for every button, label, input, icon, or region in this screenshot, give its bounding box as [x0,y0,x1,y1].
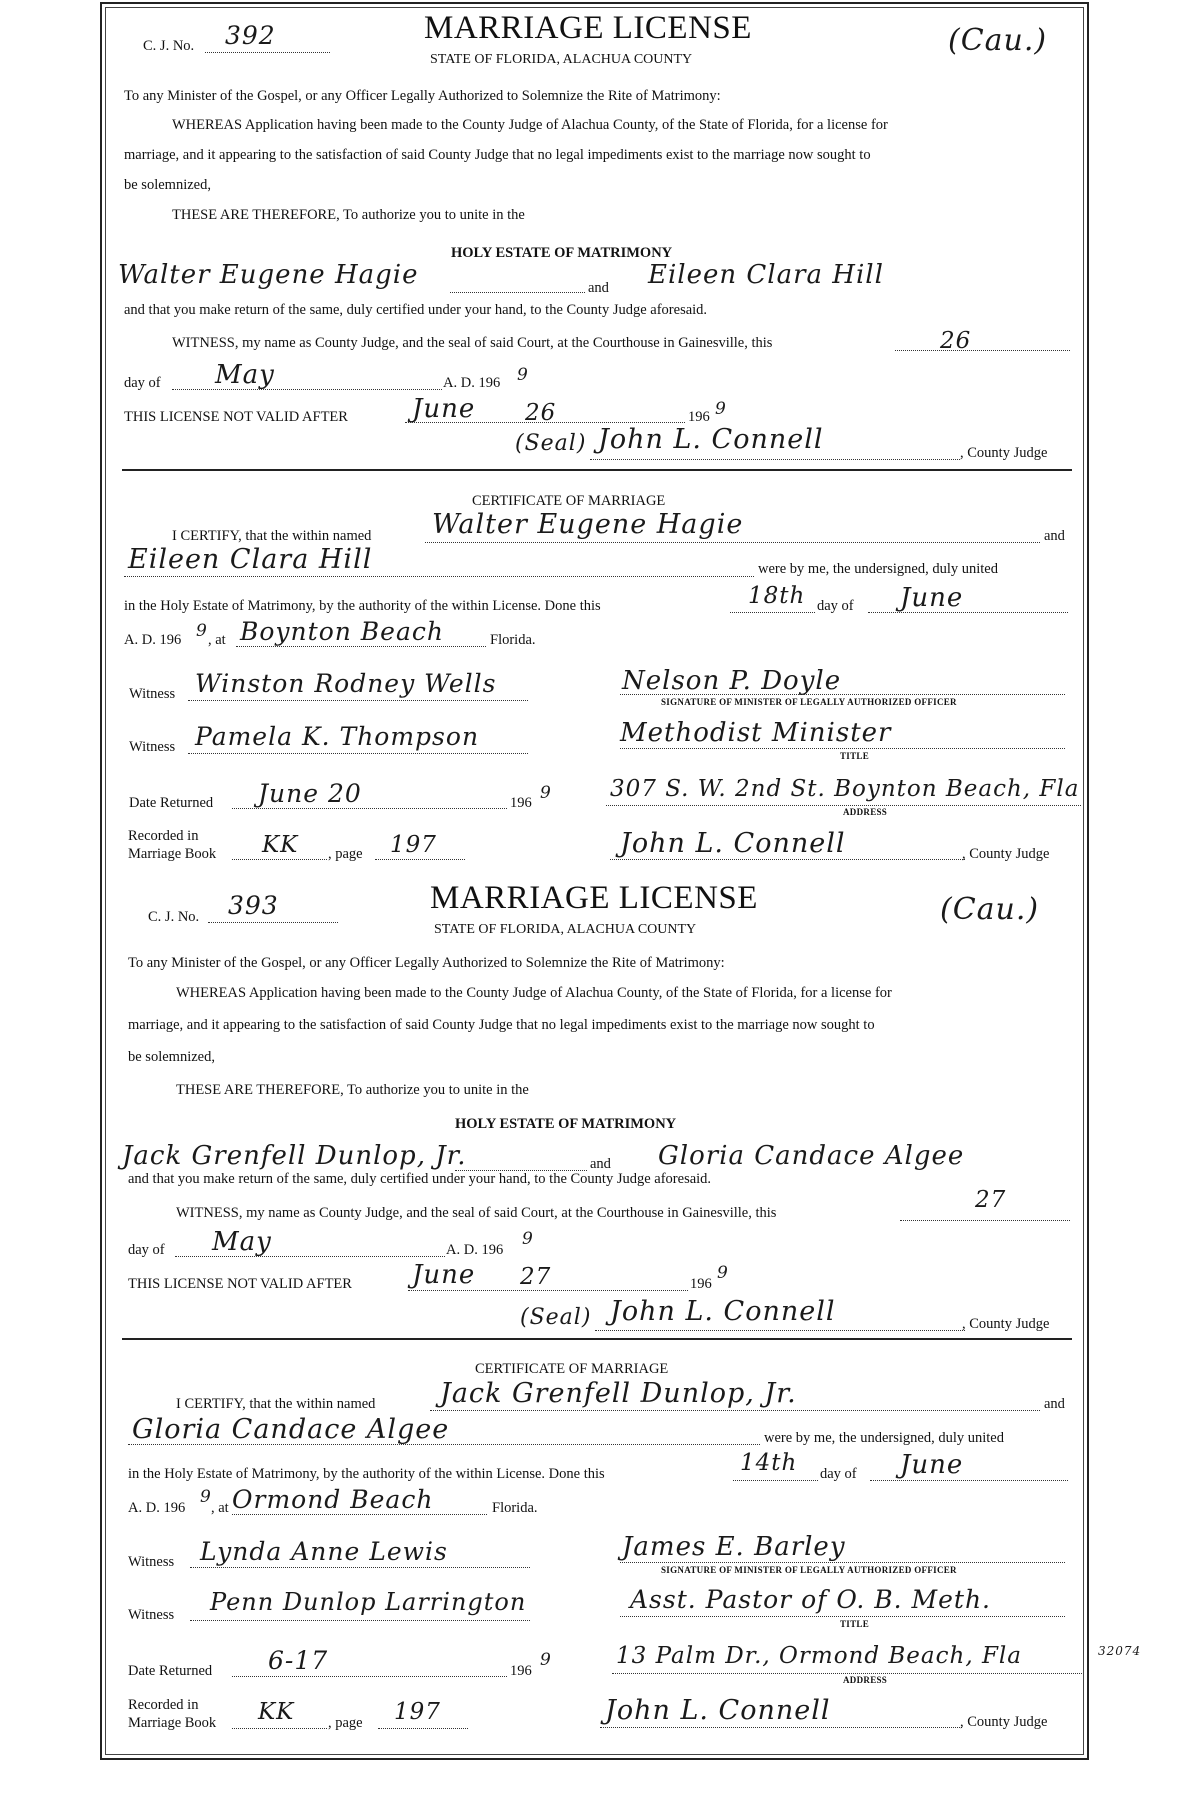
not-valid-year-prefix: 196 [688,409,710,425]
officer-address-line [606,805,1081,806]
therefore-line: THESE ARE THEREFORE, To authorize you to unite in the [176,1082,529,1098]
witness-2-line [188,753,528,754]
judge-signature: John L. Connell [610,1296,836,1327]
not-valid-day: 26 [525,400,557,426]
done-day: 18th [748,583,806,609]
marriage-book: KK [262,832,299,858]
marriage-book: KK [258,1699,295,1725]
license-month: May [215,360,275,390]
judge-signature-line [590,459,960,460]
and-label: and [588,280,609,296]
divider [122,469,1072,471]
cert-bride-name: Gloria Candace Algee [132,1414,450,1445]
holy-estate-heading: HOLY ESTATE OF MATRIMONY [455,1116,677,1132]
officer-title-line [620,1616,1065,1617]
whereas-line-1: WHEREAS Application having been made to the County Judge of Alachua County, of the State of Florida, for a license for [176,985,892,1001]
groom-name: Walter Eugene Hagie [118,260,419,290]
license-title: MARRIAGE LICENSE [430,880,758,916]
not-valid-year-prefix: 196 [690,1276,712,1292]
judge-signature-line [595,1330,965,1331]
page-line [375,859,465,860]
county-judge-label: , County Judge [962,1316,1050,1332]
whereas-line-1: WHEREAS Application having been made to the County Judge of Alachua County, of the State of Florida, for a license for [172,117,888,133]
recorder-signature-line [600,1727,962,1728]
recorder-signature-line [610,859,965,860]
address-line: To any Minister of the Gospel, or any Officer Legally Authorized to Solemnize the Rite of Matrimony: [124,88,721,104]
witness-line: WITNESS, my name as County Judge, and the seal of said Court, at the Courthouse in Gainesville, this [176,1205,777,1221]
officer-address-zip: 32074 [1098,1644,1142,1658]
witness-day-line [895,350,1070,351]
officer-title: Methodist Minister [620,718,892,748]
bride-name: Gloria Candace Algee [658,1141,965,1171]
florida-label: Florida. [492,1500,538,1516]
done-day-line [733,1480,818,1481]
cert-ad-prefix: A. D. 196 [124,632,182,648]
cert-groom-name: Walter Eugene Hagie [432,509,744,540]
witness-2-name: Pamela K. Thompson [195,722,480,751]
witness-1-name: Lynda Anne Lewis [200,1537,448,1566]
witness-day: 27 [975,1187,1007,1213]
recorder-signature: John L. Connell [620,828,846,859]
officer-signature: James E. Barley [622,1532,846,1562]
recorder-suffix: , County Judge [960,1714,1048,1730]
date-returned: June 20 [258,779,362,808]
not-valid-year-digit: 9 [715,399,727,419]
done-month-line [868,612,1068,613]
returned-year-prefix: 196 [510,1663,532,1679]
witness-2-label: Witness [128,1607,175,1623]
cert-day-of-label: day of [817,598,854,614]
recorder-signature: John L. Connell [605,1695,831,1726]
date-returned-label: Date Returned [129,795,214,811]
officer-address: 307 S. W. 2nd St. Boynton Beach, Fla [610,776,1080,802]
month-line [175,1256,445,1257]
officer-address: 13 Palm Dr., Ormond Beach, Fla [616,1643,1022,1669]
bride-name: Eileen Clara Hill [648,260,884,290]
license-subtitle: STATE OF FLORIDA, ALACHUA COUNTY [434,922,697,937]
license-title: MARRIAGE LICENSE [424,10,752,46]
signature-caption: SIGNATURE OF MINISTER OF LEGALLY AUTHORIZED OFFICER [661,1565,957,1575]
page-line [378,1728,468,1729]
date-returned: 6-17 [268,1646,329,1675]
place-line [232,1514,487,1515]
returned-year-digit: 9 [540,1650,552,1670]
place-line [236,646,486,647]
month-line [172,389,442,390]
at-label: , at [211,1500,229,1516]
certificate-title: CERTIFICATE OF MARRIAGE [475,1361,669,1377]
united-line: were by me, the undersigned, duly united [764,1430,1004,1446]
not-valid-label: THIS LICENSE NOT VALID AFTER [128,1276,352,1292]
cert-groom-name: Jack Grenfell Dunlop, Jr. [440,1378,797,1409]
and-label: and [590,1156,611,1172]
florida-label: Florida. [490,632,536,648]
witness-1-line [188,700,528,701]
cert-and-label: and [1044,528,1065,544]
witness-day-line [900,1220,1070,1221]
ad-prefix: A. D. 196 [443,375,501,391]
date-returned-line [232,1676,507,1677]
witness-line: WITNESS, my name as County Judge, and the seal of said Court, at the Courthouse in Gainesville, this [172,335,773,351]
cert-and-label: and [1044,1396,1065,1412]
not-valid-month: June [412,1260,476,1290]
cj-label: C. J. No. [143,38,195,54]
witness-1-name: Winston Rodney Wells [195,669,497,698]
day-of-label: day of [128,1242,165,1258]
not-valid-label: THIS LICENSE NOT VALID AFTER [124,409,348,425]
address-caption: ADDRESS [843,1675,888,1685]
witness-1-label: Witness [128,1554,175,1570]
done-month: June [900,1450,964,1480]
date-returned-label: Date Returned [128,1663,213,1679]
at-label: , at [208,632,226,648]
witness-2-name: Penn Dunlop Larrington [210,1588,527,1616]
address-line: To any Minister of the Gospel, or any Officer Legally Authorized to Solemnize the Rite of Matrimony: [128,955,725,971]
judge-signature: John L. Connell [598,424,824,455]
officer-title: Asst. Pastor of O. B. Meth. [630,1585,992,1614]
marriage-place: Boynton Beach [240,617,444,646]
page-number: 197 [390,832,437,858]
cert-day-of-label: day of [820,1466,857,1482]
marriage-place: Ormond Beach [232,1485,434,1514]
officer-signature-line [620,694,1065,695]
title-caption: TITLE [840,751,870,761]
seal-mark: (Seal) [515,431,587,456]
whereas-line-3: be solemnized, [128,1049,215,1065]
margin-note: (Cau.) [940,892,1040,927]
address-caption: ADDRESS [843,807,888,817]
cert-bride-name: Eileen Clara Hill [128,544,373,575]
cert-year-digit: 9 [196,621,208,641]
witness-2-line [190,1620,530,1621]
whereas-line-2: marriage, and it appearing to the satisfaction of said County Judge that no legal impediments exist to the marriage now sought to [124,147,871,163]
return-line: and that you make return of the same, duly certified under your hand, to the County Judge aforesaid. [128,1171,712,1187]
day-of-label: day of [124,375,161,391]
cert-groom-line [425,542,1040,543]
certify-line: I CERTIFY, that the within named [172,528,372,544]
witness-2-label: Witness [129,739,176,755]
not-valid-line [408,1290,688,1291]
therefore-line: THESE ARE THEREFORE, To authorize you to unite in the [172,207,525,223]
signature-caption: SIGNATURE OF MINISTER OF LEGALLY AUTHORIZED OFFICER [661,697,957,707]
witness-1-line [190,1567,530,1568]
cert-ad-prefix: A. D. 196 [128,1500,186,1516]
done-day-line [730,612,815,613]
cert-year-digit: 9 [200,1487,212,1507]
not-valid-line [405,422,685,423]
title-caption: TITLE [840,1619,870,1629]
holy-estate-heading: HOLY ESTATE OF MATRIMONY [451,245,673,261]
margin-note: (Cau.) [948,23,1048,58]
cert-bride-line [128,1444,760,1445]
county-judge-label: , County Judge [960,445,1048,461]
officer-signature-line [620,1562,1065,1563]
done-month-line [870,1480,1068,1481]
recorder-suffix: , County Judge [962,846,1050,862]
book-line [232,859,327,860]
officer-signature: Nelson P. Doyle [622,666,842,696]
cj-number: 393 [228,891,279,920]
not-valid-day: 27 [520,1264,552,1290]
marriage-book-label: Marriage Book [128,1715,217,1731]
page-label: , page [328,846,363,862]
cert-groom-line [430,1410,1040,1411]
cj-label: C. J. No. [148,909,200,925]
year-digit: 9 [517,365,529,385]
cj-number: 392 [225,21,276,50]
marriage-book-label: Marriage Book [128,846,217,862]
recorded-in-label: Recorded in [128,1697,199,1713]
whereas-line-2: marriage, and it appearing to the satisfaction of said County Judge that no legal impediments exist to the marriage now sought to [128,1017,875,1033]
license-subtitle: STATE OF FLORIDA, ALACHUA COUNTY [430,52,693,67]
ad-prefix: A. D. 196 [446,1242,504,1258]
not-valid-year-digit: 9 [717,1263,729,1283]
return-line: and that you make return of the same, duly certified under your hand, to the County Judge aforesaid. [124,302,708,318]
page-number: 197 [394,1699,441,1725]
groom-name: Jack Grenfell Dunlop, Jr. [122,1141,467,1171]
year-digit: 9 [522,1229,534,1249]
witness-day: 26 [940,328,972,354]
groom-line [450,292,585,293]
done-month: June [900,583,964,613]
recorded-in-label: Recorded in [128,828,199,844]
united-line: were by me, the undersigned, duly united [758,561,998,577]
done-day: 14th [740,1450,798,1476]
divider [122,1338,1072,1340]
holy-estate-line: in the Holy Estate of Matrimony, by the authority of the within License. Done this [124,598,601,614]
license-month: May [212,1227,272,1257]
cert-bride-line [124,576,754,577]
date-returned-line [232,808,507,809]
returned-year-prefix: 196 [510,795,532,811]
holy-estate-line: in the Holy Estate of Matrimony, by the authority of the within License. Done this [128,1466,605,1482]
cj-number-line [205,52,330,53]
page-label: , page [328,1715,363,1731]
certificate-title: CERTIFICATE OF MARRIAGE [472,493,666,509]
officer-title-line [620,748,1065,749]
book-line [232,1728,327,1729]
returned-year-digit: 9 [540,783,552,803]
whereas-line-3: be solemnized, [124,177,211,193]
seal-mark: (Seal) [520,1305,592,1330]
certify-line: I CERTIFY, that the within named [176,1396,376,1412]
not-valid-month: June [412,394,476,424]
witness-1-label: Witness [129,686,176,702]
cj-number-line [208,922,338,923]
officer-address-line [612,1673,1082,1674]
